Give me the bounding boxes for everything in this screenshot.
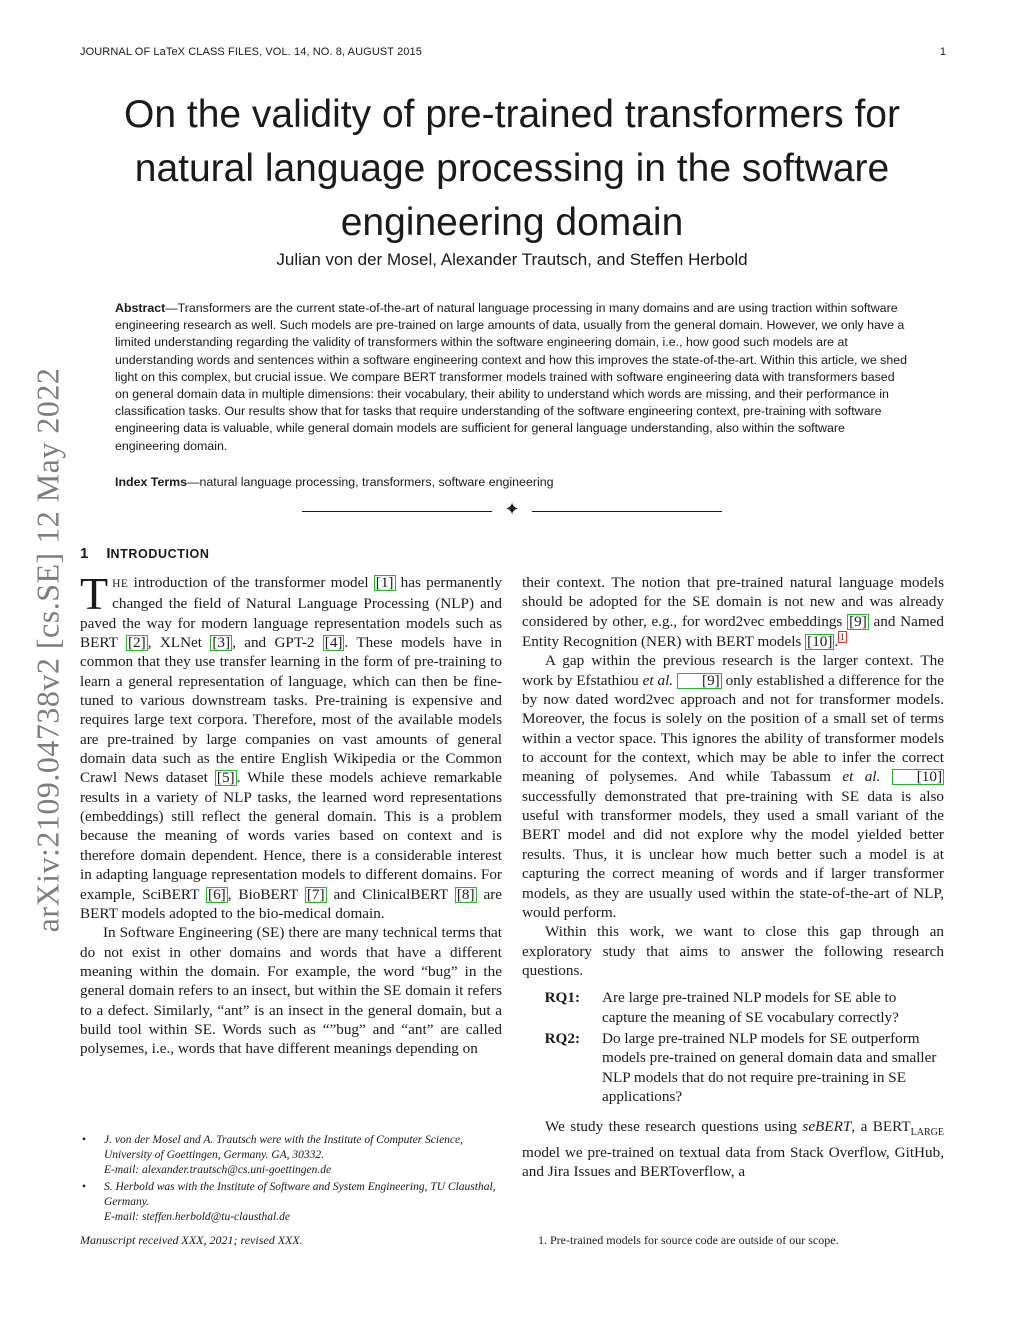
rq-text: Are large pre-trained NLP models for SE able to capture the meaning of SE vocabulary correctly?	[602, 989, 899, 1026]
text: , and GPT-2	[232, 634, 323, 652]
section-title-initial: I	[106, 545, 111, 562]
text: , XLNet	[147, 634, 211, 652]
citation-link[interactable]: [3]	[212, 634, 231, 652]
affiliation-text: S. Herbold was with the Institute of Software and System Engineering, TU Clausthal, Germany.	[104, 1181, 496, 1208]
section-divider	[302, 499, 722, 519]
footnote: 1. Pre-trained models for source code are outside of our scope.	[538, 1233, 839, 1247]
citation-link[interactable]: [9]	[677, 673, 722, 689]
right-column	[522, 573, 944, 1181]
research-question-2	[522, 1029, 944, 1106]
title-line-2: natural language processing in the software	[134, 147, 890, 190]
text: , BioBERT	[227, 885, 305, 903]
manuscript-received: Manuscript received XXX, 2021; revised XXX.	[80, 1233, 303, 1247]
arxiv-stamp: arXiv:2109.04738v2 [cs.SE] 12 May 2022	[29, 367, 66, 933]
affiliation-email: E-mail: alexander.trautsch@cs.uni-goettingen.de	[104, 1164, 332, 1176]
citation-link[interactable]: [6]	[208, 885, 226, 903]
affiliations	[80, 1133, 502, 1227]
text-italic: et al.	[842, 768, 881, 786]
text: , a BERT	[851, 1118, 911, 1136]
left-column	[80, 568, 503, 1059]
text: A gap within the previous research is the larger context. The work by Efstathiou	[522, 652, 944, 689]
text: introduction of the transformer model	[128, 574, 374, 591]
text	[880, 768, 891, 785]
abstract-label: Abstract	[115, 301, 166, 315]
bullet-icon: •	[82, 1134, 87, 1146]
rq-label: RQ1:	[544, 989, 580, 1007]
text: .	[834, 633, 839, 651]
text: and Named Entity Recognition (NER) with BERT models	[522, 612, 944, 651]
text: their context. The notion that pre-trained natural language models should be adopted for the SE domain is not new and was already considered by other, e.g., for word2vec embeddings	[522, 574, 944, 630]
footnote-link[interactable]: 1	[840, 632, 845, 643]
title-line-3: engineering domain	[340, 201, 684, 244]
affiliation-text: J. von der Mosel and A. Trautsch were with the Institute of Computer Science, University of Goettingen, Germany. GA, 30332.	[104, 1134, 464, 1161]
citation-link[interactable]: [4]	[324, 634, 343, 652]
affiliation-item	[80, 1180, 502, 1225]
drop-cap-rest: HE	[112, 578, 129, 590]
text: model we pre-trained on textual data from Stack Overflow, GitHub, and Jira Issues and BERToverflow, a	[522, 1143, 944, 1180]
text: successfully demonstrated that pre-training with SE data is also useful with transformer models, they used a small variant of the BERT model and did not explore why the model yielded better results. Thus, it is unclear how much better such a model is at capturing the correct meaning of words and if larger transformer models, as they are usually used within the state-of-the-art of NLP, would perform.	[522, 787, 944, 921]
citation-link[interactable]: [10]	[892, 769, 944, 785]
section-title-rest: NTRODUCTION	[110, 547, 210, 561]
text: has permanently changed the field of Natural Language Processing (NLP) and paved the way for modern language representation models such as BERT	[80, 574, 503, 652]
authors: Julian von der Mosel, Alexander Trautsch, and Steffen Herbold	[276, 250, 748, 269]
paragraph	[80, 568, 503, 923]
affiliation-item	[80, 1133, 502, 1178]
affiliation-email: E-mail: steffen.herbold@tu-clausthal.de	[104, 1211, 290, 1223]
citation-link[interactable]: [10]	[807, 633, 833, 651]
paragraph	[522, 573, 944, 651]
citation-link[interactable]: [5]	[216, 769, 235, 787]
index-terms	[115, 475, 911, 489]
abstract-text: —Transformers are the current state-of-the-art of natural language processing in many domains and are using traction within software engineering research as well. Such models are pre-trained on large amounts of data, usually from the general domain. However, we only have a limited understanding regarding the validity of transformers within the software engineering domain, i.e., how good such models are at understanding words and sentences within a software engineering context and how this improves the state-of-the-art. Within this article, we shed light on this complex, but crucial issue. We compare BERT transformer models trained with software engineering data with transformers based on general domain data in multiple dimensions: their vocabulary, their ability to understand which words are missing, and their performance in classification tasks. Our results show that for tasks that require understanding of the software engineering context, pre-training with software engineering data is valuable, while general domain models are sufficient for general language understanding, also within the software engineering domain.	[115, 301, 908, 453]
paragraph	[522, 1117, 944, 1181]
rq-text: Do large pre-trained NLP models for SE outperform models pre-trained on general domain data and smaller NLP models that do not require pre-training in SE applications?	[602, 1029, 937, 1105]
text-italic: et al.	[642, 671, 674, 689]
text: . These models have in common that they use transfer learning in the form of pre-training to learn a general representation of language, which can then be fine-tuned to various downstream tasks. Pre-training is expensive and requires large text corpora. Therefore, most of the available models are pre-trained by large companies on vast amounts of general domain data such as the entire English Wikipedia or the Common Crawl News dataset	[80, 634, 502, 787]
citation-link[interactable]: [7]	[306, 885, 325, 903]
text: . While these models achieve remarkable results in a variety of NLP tasks, the learned word representations (embeddings) still reflect the general domain. This is a problem because the meaning of words varies based on context and is therefore domain dependent. Hence, there is a considerable interest in adapting language representation models to different domains. For example, SciBERT	[80, 769, 502, 903]
research-question-1	[522, 988, 944, 1027]
text: only established a difference for the by now dated word2vec approach and not for transformer models. Moreover, the focus is solely on the position of a small set of terms within a vector space. This ignores the ability of transformer models to account for the context, which may be able to infer the correct meaning of polysemes. And while Tabassum	[522, 671, 945, 786]
text-italic: seBERT	[802, 1118, 852, 1136]
paper-title	[100, 88, 924, 250]
divider-star-icon: ✦	[504, 499, 520, 519]
bullet-icon: •	[82, 1181, 87, 1193]
text: We study these research questions using	[545, 1118, 803, 1136]
title-line-1: On the validity of pre-trained transformers for	[124, 93, 900, 136]
divider-rule-left	[302, 511, 492, 512]
section-number: 1	[80, 545, 89, 562]
index-terms-label: Index Terms	[115, 475, 188, 489]
paragraph	[522, 651, 944, 922]
drop-cap: T	[80, 568, 109, 619]
paragraph: Within this work, we want to close this gap through an exploratory study that aims to answer the following research questions.	[522, 923, 944, 979]
text: are BERT models adopted to the bio-medical domain.	[80, 885, 502, 922]
index-terms-text: —natural language processing, transformers, software engineering	[187, 475, 554, 489]
paragraph: In Software Engineering (SE) there are many technical terms that do not exist in other domains and words that have a different meaning within the domain. For example, the word “bug” in the general domain refers to an insect, but within the SE domain it refers to a defect. Similarly, “ant” is an insect in the general domain, but a build tool within SE. Words such as “”bug” and “ant” are called polysemes, i.e., words that have different meanings depending on	[80, 924, 502, 1058]
text: and ClinicalBERT	[326, 885, 455, 903]
citation-link[interactable]: [1]	[375, 574, 394, 591]
citation-link[interactable]: [2]	[127, 634, 146, 652]
section-heading	[80, 545, 209, 562]
page-number: 1	[939, 46, 946, 58]
citation-link[interactable]: [9]	[849, 612, 867, 630]
subscript: LARGE	[910, 1127, 944, 1139]
running-head: JOURNAL OF LaTeX CLASS FILES, VOL. 14, NO. 8, AUGUST 2015	[80, 46, 422, 58]
divider-rule-right	[532, 511, 722, 512]
citation-link[interactable]: [8]	[456, 885, 475, 903]
rq-label: RQ2:	[544, 1029, 580, 1047]
abstract	[115, 300, 911, 455]
